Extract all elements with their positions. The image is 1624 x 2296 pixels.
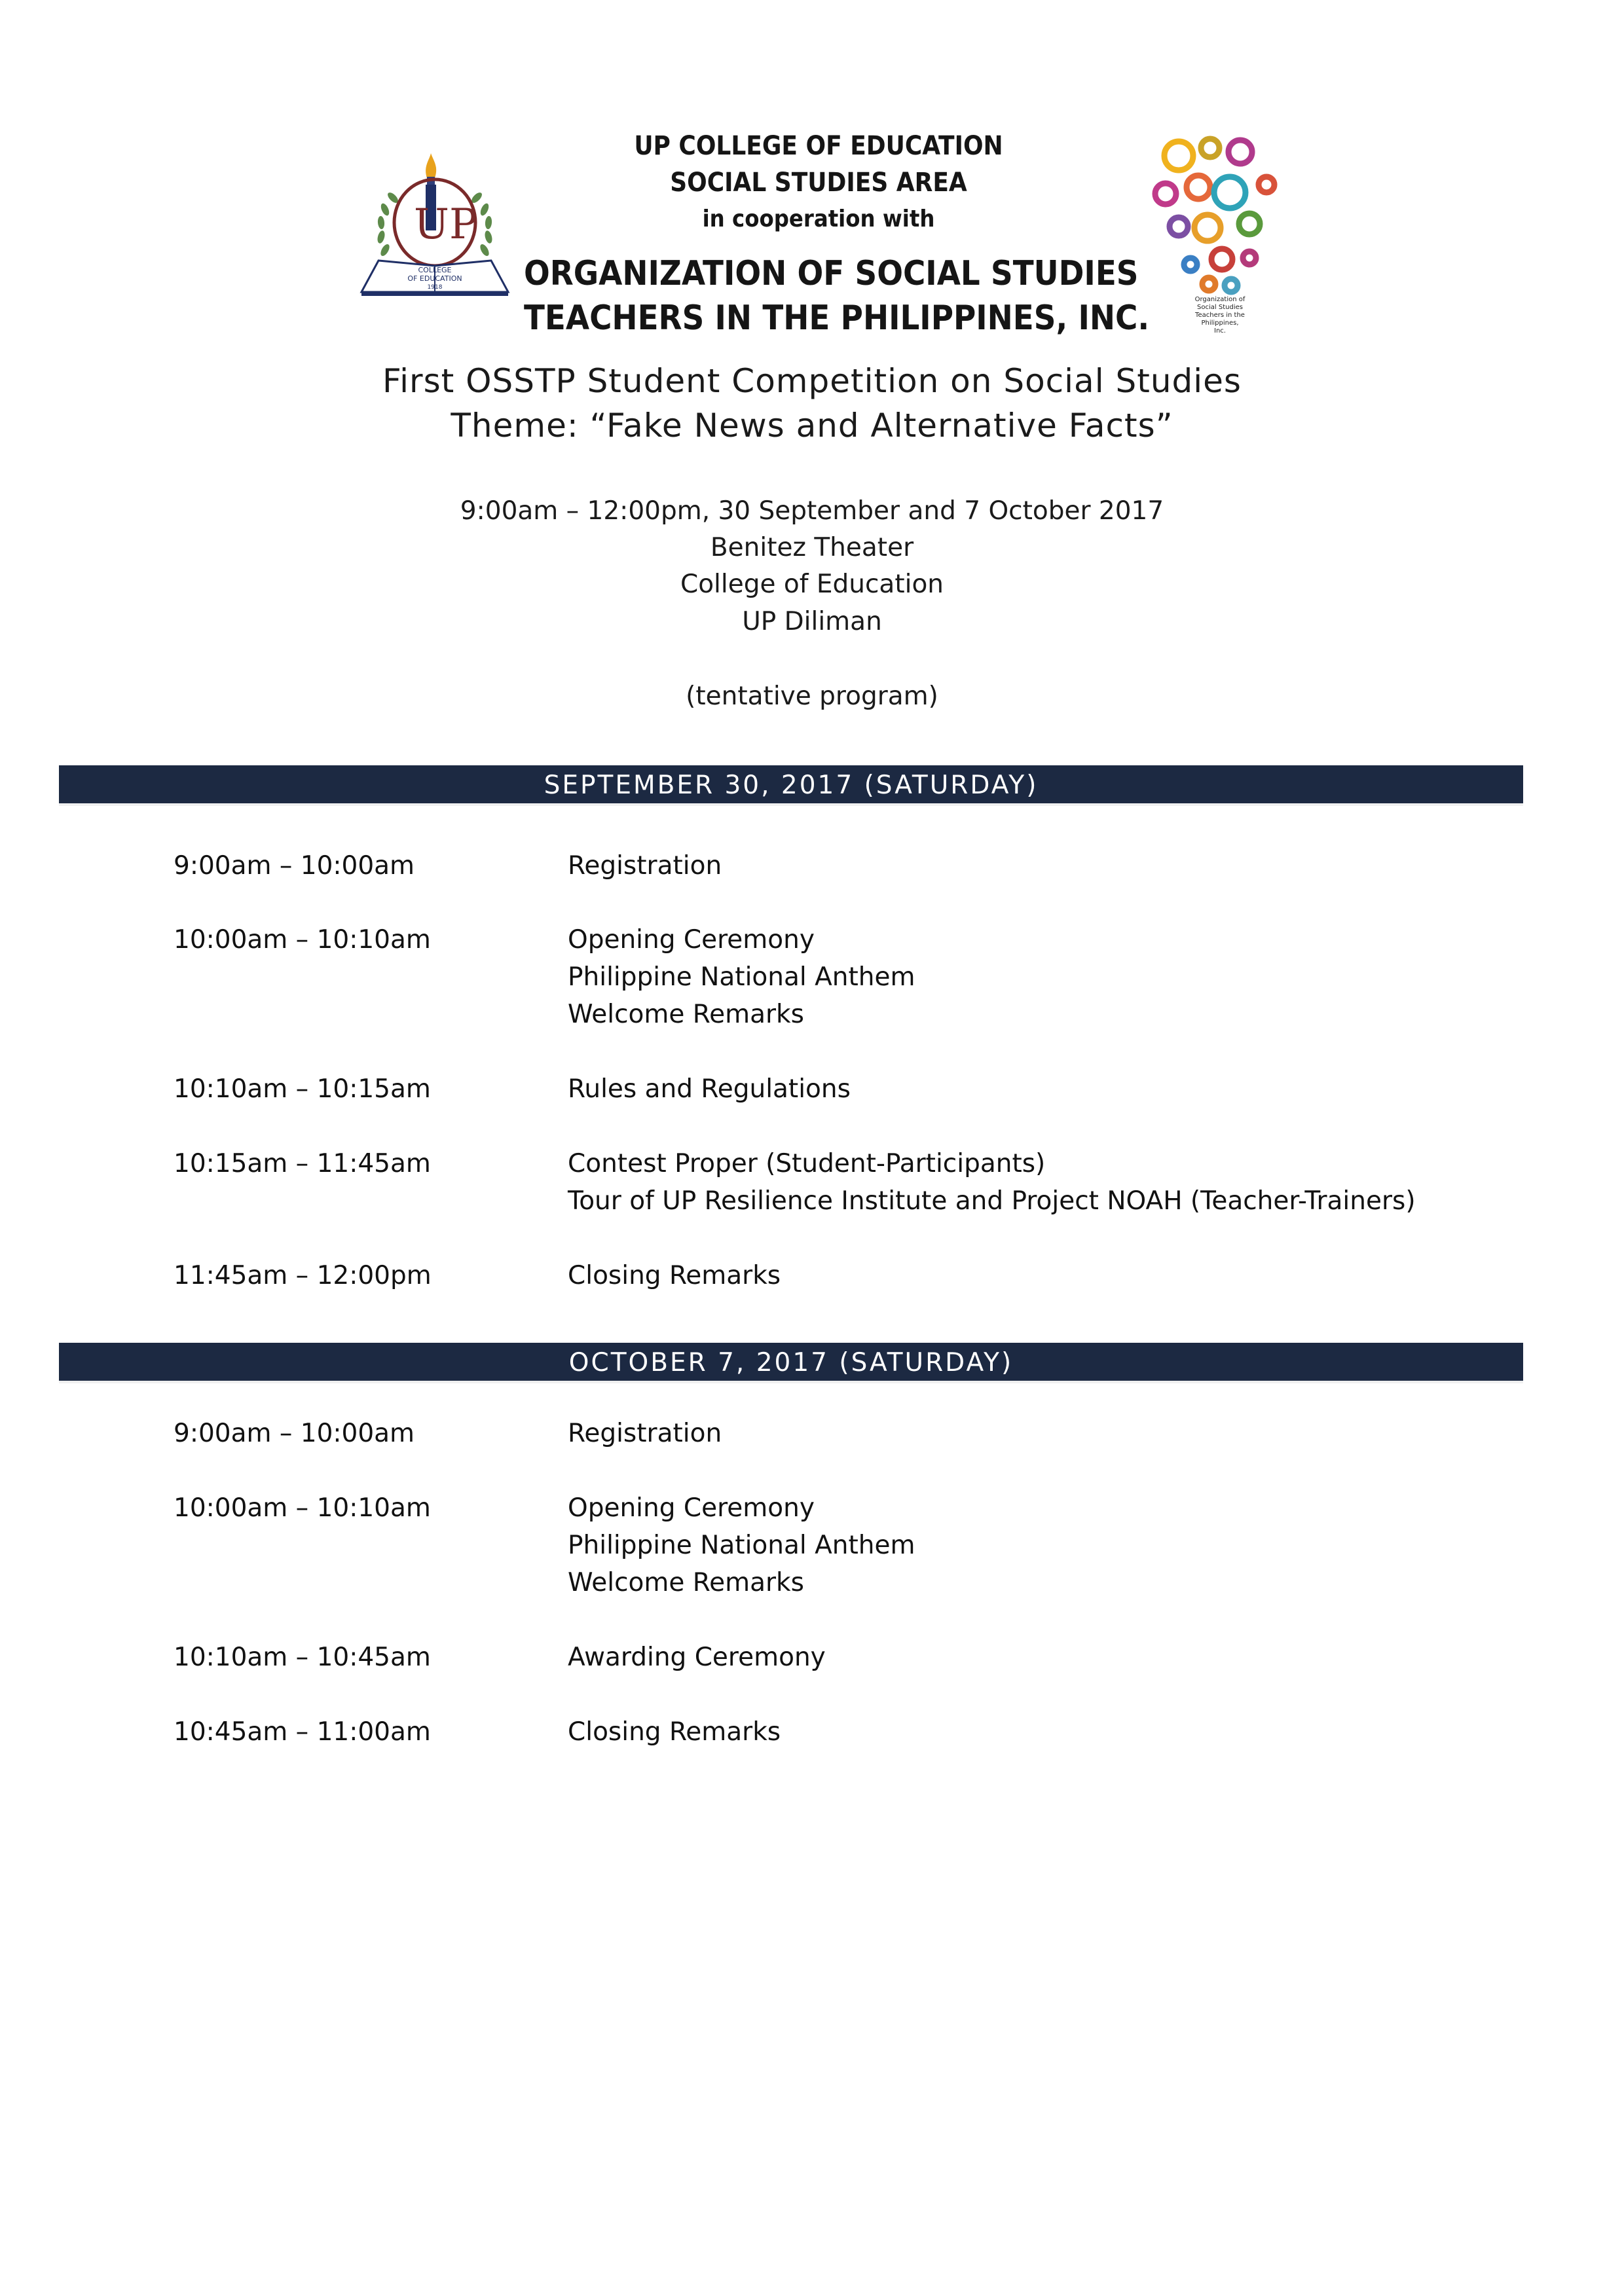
org-line-social-studies-area: SOCIAL STUDIES AREA <box>670 168 967 198</box>
svg-text:1918: 1918 <box>427 284 443 291</box>
org-line-osstp-2: TEACHERS IN THE PHILIPPINES, INC. <box>524 299 1150 338</box>
svg-text:COLLEGE: COLLEGE <box>418 266 452 274</box>
osstp-caption-5: Inc. <box>1214 327 1226 335</box>
up-monogram-text: UP <box>414 200 477 249</box>
org-line-up-college: UP COLLEGE OF EDUCATION <box>634 131 1003 161</box>
schedule-time: 10:10am – 10:15am <box>174 1074 431 1104</box>
schedule-activity: Opening Ceremony <box>568 1493 815 1523</box>
day-header-october-7: OCTOBER 7, 2017 (SATURDAY) <box>59 1343 1523 1383</box>
schedule-activity: Closing Remarks <box>568 1717 781 1747</box>
program-note: (tentative program) <box>686 682 938 711</box>
schedule-time: 10:00am – 10:10am <box>174 1493 431 1523</box>
day-header-september-30: SEPTEMBER 30, 2017 (SATURDAY) <box>59 765 1523 806</box>
schedule-activity: Contest Proper (Student-Participants) <box>568 1149 1046 1178</box>
osstp-logo <box>1145 130 1295 338</box>
schedule-activity: Tour of UP Resilience Institute and Project NOAH (Teacher-Trainers) <box>568 1186 1416 1216</box>
event-theme: Theme: “Fake News and Alternative Facts” <box>451 407 1173 445</box>
day-header-divider <box>59 803 1523 806</box>
osstp-caption-3: Teachers in the <box>1195 312 1245 319</box>
schedule-activity: Welcome Remarks <box>568 1000 804 1029</box>
event-college: College of Education <box>680 570 944 599</box>
schedule-activity: Rules and Regulations <box>568 1074 851 1104</box>
schedule-time: 10:45am – 11:00am <box>174 1717 431 1747</box>
schedule-activity: Awarding Ceremony <box>568 1643 826 1672</box>
day-header-divider <box>59 1381 1523 1383</box>
schedule-activity: Philippine National Anthem <box>568 1531 915 1560</box>
event-title: First OSSTP Student Competition on Social Studies <box>382 362 1242 400</box>
osstp-caption-1: Organization of <box>1194 296 1246 303</box>
org-line-osstp-1: ORGANIZATION OF SOCIAL STUDIES <box>524 254 1139 293</box>
up-college-logo <box>359 152 511 305</box>
schedule-activity: Registration <box>568 1419 722 1448</box>
event-venue: Benitez Theater <box>710 533 914 562</box>
schedule-time: 10:10am – 10:45am <box>174 1643 431 1672</box>
schedule-time: 9:00am – 10:00am <box>174 851 415 881</box>
schedule-time: 10:00am – 10:10am <box>174 925 431 955</box>
schedule-activity: Opening Ceremony <box>568 925 815 955</box>
osstp-gears-lightbulb-icon <box>1145 130 1295 338</box>
osstp-caption-4: Philippines, <box>1201 319 1239 327</box>
event-datetime: 9:00am – 12:00pm, 30 September and 7 October 2017 <box>460 496 1164 526</box>
schedule-activity: Welcome Remarks <box>568 1568 804 1597</box>
svg-text:OF EDUCATION: OF EDUCATION <box>407 274 462 283</box>
schedule-time: 9:00am – 10:00am <box>174 1419 415 1448</box>
schedule-time: 11:45am – 12:00pm <box>174 1261 432 1290</box>
event-campus: UP Diliman <box>742 607 882 636</box>
schedule-activity: Closing Remarks <box>568 1261 781 1290</box>
schedule-time: 10:15am – 11:45am <box>174 1149 431 1178</box>
osstp-caption-2: Social Studies <box>1197 304 1243 311</box>
org-line-in-cooperation: in cooperation with <box>702 206 935 232</box>
up-college-of-education-seal-icon <box>359 152 511 305</box>
schedule-activity: Registration <box>568 851 722 881</box>
schedule-activity: Philippine National Anthem <box>568 962 915 992</box>
